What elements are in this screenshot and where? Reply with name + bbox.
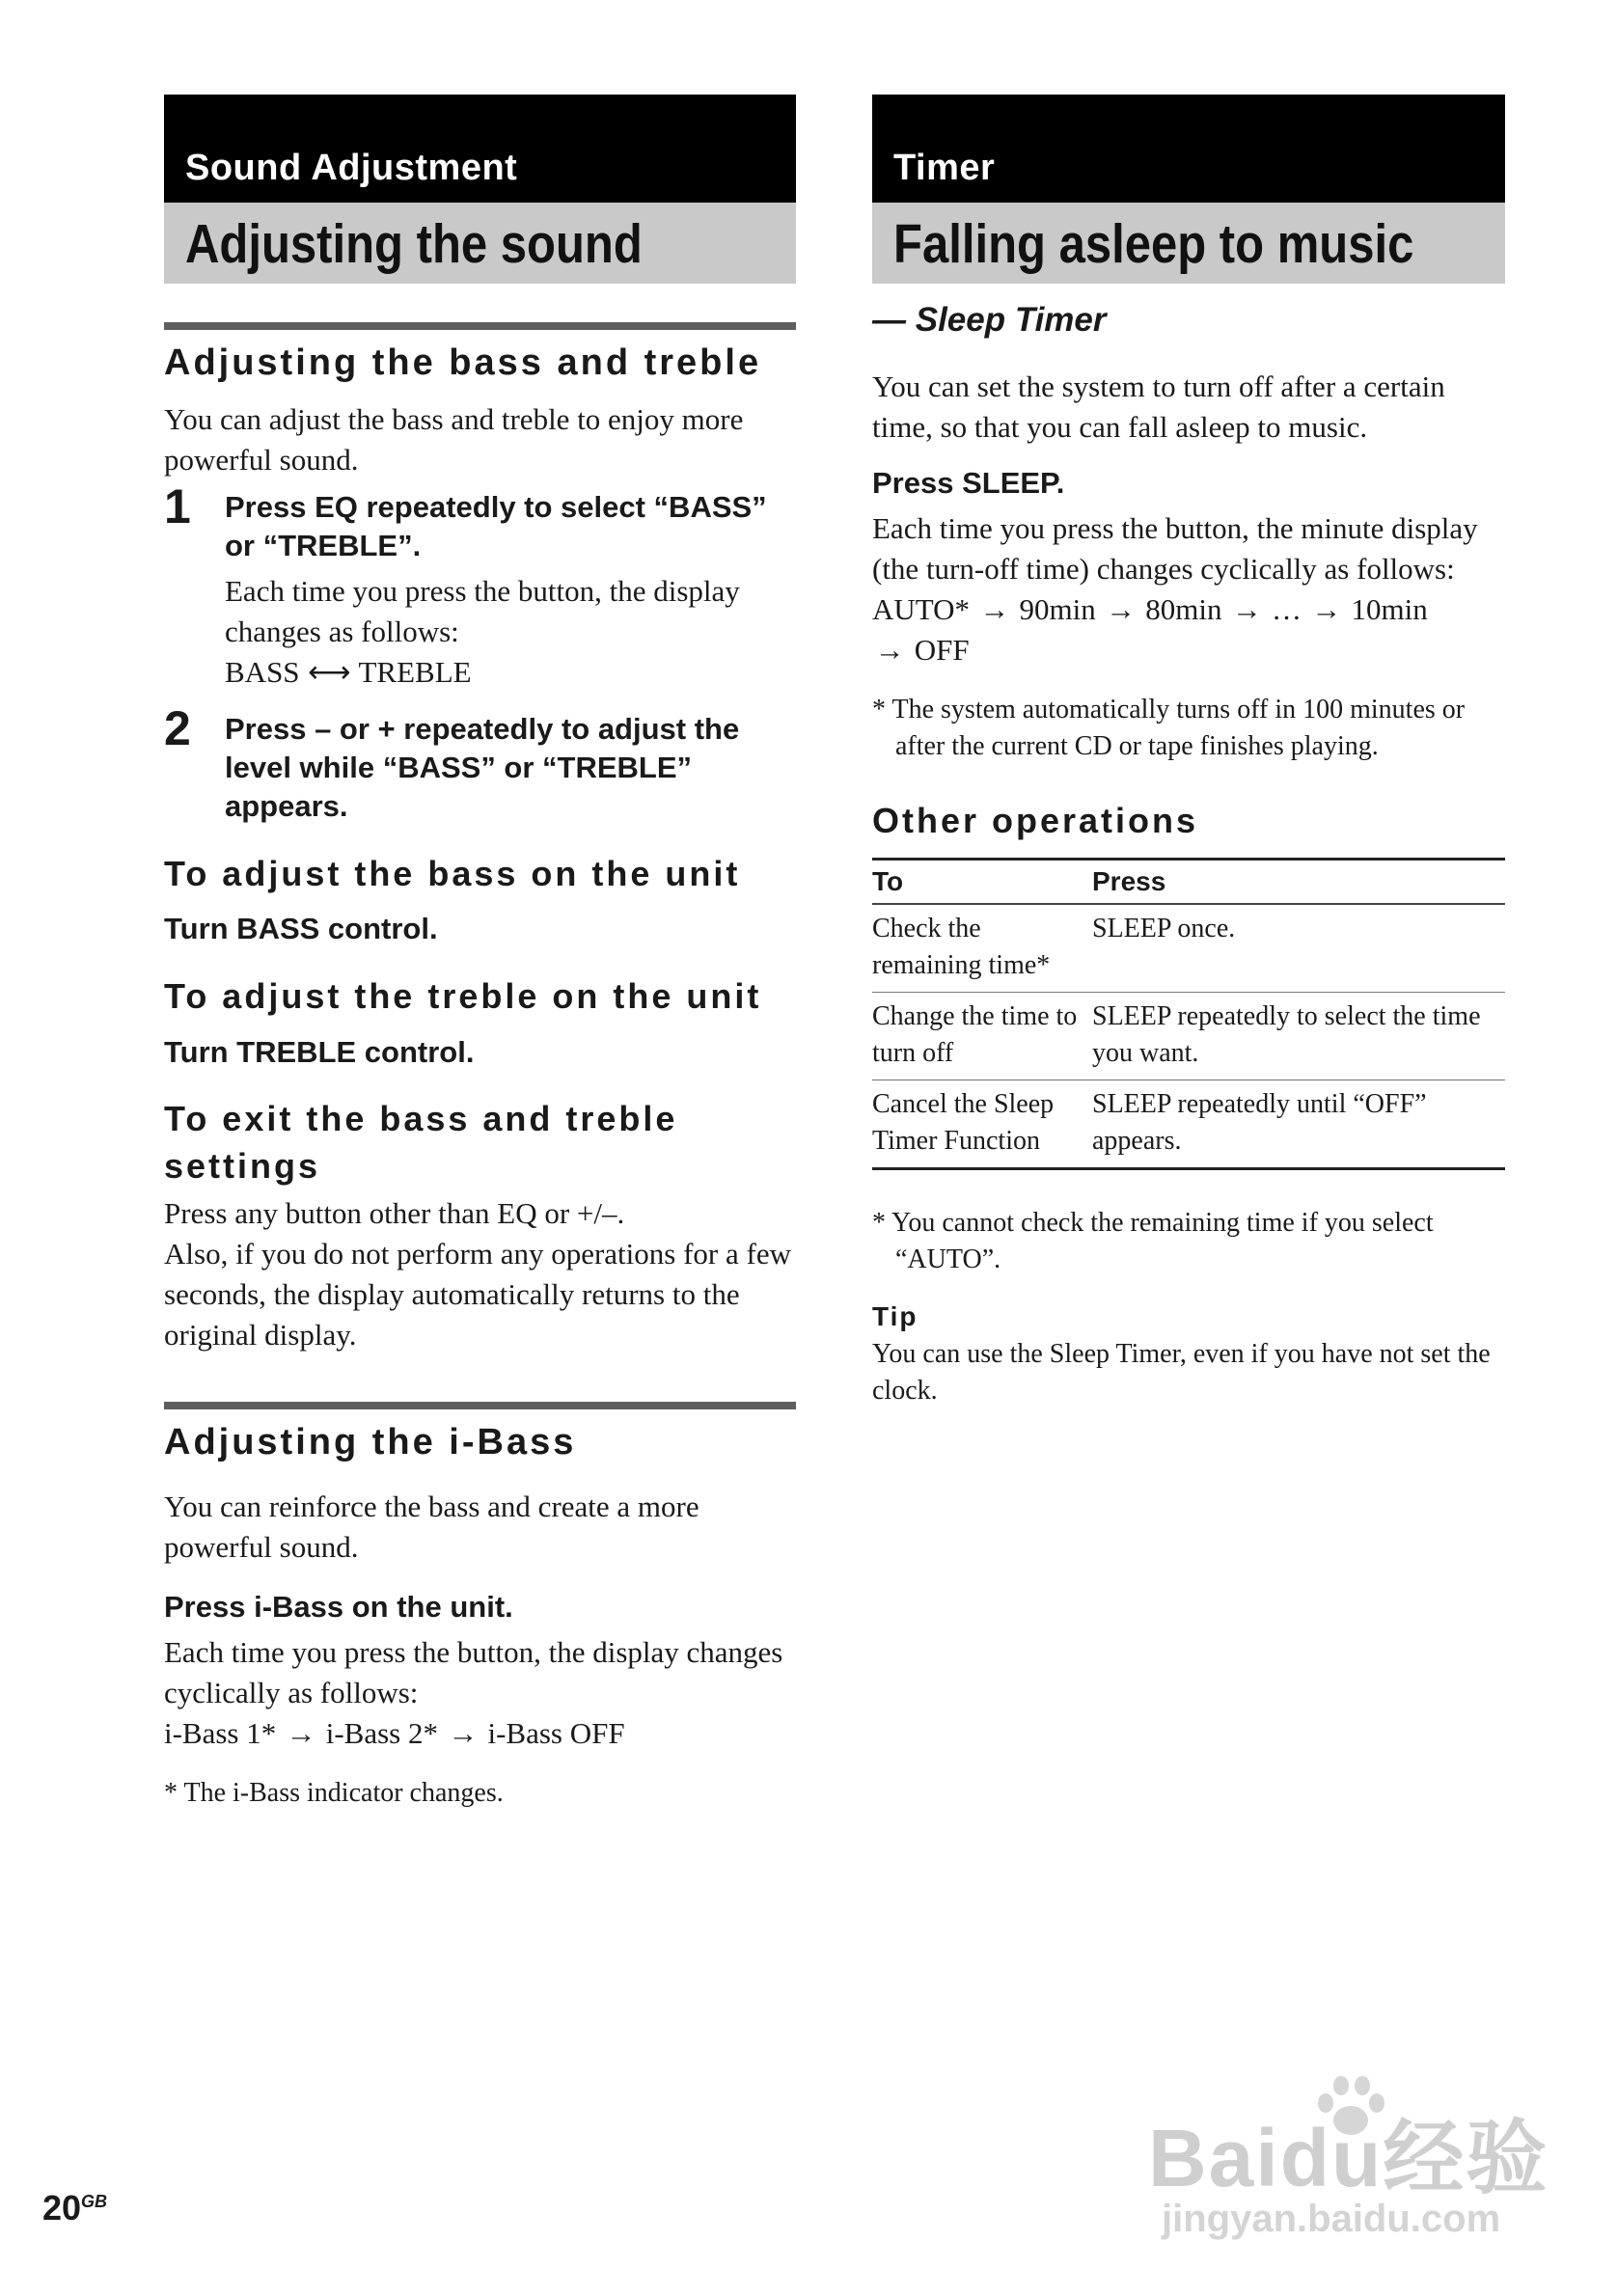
exit-line-1: Press any button other than EQ or +/–. xyxy=(164,1196,625,1231)
watermark-main: Baidu经验 xyxy=(1148,2113,1549,2203)
operations-table xyxy=(872,858,1505,1170)
table-cell-press: SLEEP repeatedly to select the time you want. xyxy=(1092,993,1505,1080)
page-number xyxy=(42,2188,107,2228)
section-rule xyxy=(164,322,796,330)
column-header-to: To xyxy=(872,860,1092,905)
section-rule xyxy=(164,1402,796,1409)
ibass-body xyxy=(164,1632,796,1754)
table-footnote: * You cannot check the remaining time if you select “AUTO”. xyxy=(872,1208,1434,1275)
section-heading-ibass: Adjusting the i-Bass xyxy=(164,1422,577,1463)
timer-instruction: Press SLEEP. xyxy=(872,466,1065,500)
sequence-item: 10min xyxy=(1351,591,1428,626)
category-bar xyxy=(872,95,1505,203)
instruction-unit-bass: Turn BASS control. xyxy=(164,912,438,946)
column-header-press: Press xyxy=(1092,860,1505,905)
step-1 xyxy=(164,478,796,693)
sequence-item: … xyxy=(1272,591,1302,626)
category-label: Sound Adjustment xyxy=(185,148,518,188)
arrow-icon: → xyxy=(448,1715,479,1750)
timer-footnote: * The system automatically turns off in 100 minutes or after the current CD or tape finishes playing. xyxy=(872,694,1466,761)
timer-intro xyxy=(872,367,1505,448)
page-number-value: 20 xyxy=(42,2188,82,2228)
display-sequence xyxy=(225,652,796,693)
table-cell-to: Change the time to turn off xyxy=(872,993,1092,1080)
sequence-item: 90min xyxy=(1019,591,1096,626)
intro-text: You can adjust the bass and treble to enjoy more powerful sound. xyxy=(164,401,744,477)
sequence-item: TREBLE xyxy=(358,654,472,689)
ibass-intro xyxy=(164,1487,796,1568)
sequence-item: OFF xyxy=(914,632,970,667)
arrow-icon: → xyxy=(979,591,1010,626)
step-body xyxy=(225,571,796,693)
step-number: 2 xyxy=(164,700,191,755)
instruction-unit-treble: Turn TREBLE control. xyxy=(164,1034,475,1069)
category-label: Timer xyxy=(893,148,996,188)
table-cell-to: Check the remaining time* xyxy=(872,904,1092,993)
exit-line-2: Also, if you do not perform any operations for a few seconds, the display automatically returns to the original display. xyxy=(164,1237,791,1353)
subheading-unit-bass: To adjust the bass on the unit xyxy=(164,853,741,893)
sequence-item: 80min xyxy=(1145,591,1222,626)
arrow-icon: → xyxy=(1231,591,1262,626)
table-row xyxy=(872,904,1505,993)
section-heading-bass-treble: Adjusting the bass and treble xyxy=(164,342,762,383)
arrow-icon: → xyxy=(874,632,905,667)
ibass-body-text: Each time you press the button, the display changes cyclically as follows: xyxy=(164,1634,783,1709)
sequence-item: AUTO* xyxy=(872,591,971,626)
arrow-icon: → xyxy=(1311,591,1342,626)
step-title: Press EQ repeatedly to select “BASS” or “TREBLE”. xyxy=(225,489,767,562)
table-cell-to: Cancel the Sleep Timer Function xyxy=(872,1080,1092,1169)
section-intro xyxy=(164,399,796,480)
ibass-footnote: * The i-Bass indicator changes. xyxy=(164,1777,504,1808)
table-cell-press: SLEEP repeatedly until “OFF” appears. xyxy=(1092,1080,1505,1169)
timer-body-text: Each time you press the button, the minute display (the turn-off time) changes cyclically as follows: xyxy=(872,510,1478,586)
title-bar xyxy=(164,203,796,284)
table-header-row xyxy=(872,860,1505,905)
category-bar xyxy=(164,95,796,203)
watermark-url: jingyan.baidu.com xyxy=(1162,2198,1501,2240)
timer-intro-text: You can set the system to turn off after a certain time, so that you can fall asleep to music. xyxy=(872,369,1445,444)
sequence-item: i-Bass OFF xyxy=(487,1715,625,1750)
page-subtitle: — Sleep Timer xyxy=(872,301,1107,339)
tip-heading: Tip xyxy=(872,1301,918,1332)
baidu-watermark xyxy=(1148,2074,1553,2248)
step-title: Press – or + repeatedly to adjust the level while “BASS” or “TREBLE” appears. xyxy=(225,711,740,823)
double-arrow-icon: ⟷ xyxy=(308,654,351,689)
left-column xyxy=(164,95,796,1812)
timer-body xyxy=(872,508,1505,670)
page-title: Falling asleep to music xyxy=(893,213,1414,275)
right-column xyxy=(872,95,1505,1409)
table-cell-press: SLEEP once. xyxy=(1092,904,1505,993)
step-number: 1 xyxy=(164,478,191,533)
ibass-intro-text: You can reinforce the bass and create a more powerful sound. xyxy=(164,1490,699,1565)
subheading-exit: To exit the bass and treble settings xyxy=(164,1099,678,1186)
sequence-item: i-Bass 1* xyxy=(164,1715,277,1750)
page-title: Adjusting the sound xyxy=(185,213,643,275)
timer-sequence xyxy=(872,589,1505,670)
ibass-sequence xyxy=(164,1713,796,1754)
step-body-text: Each time you press the button, the display changes as follows: xyxy=(225,573,740,648)
arrow-icon: → xyxy=(1106,591,1137,626)
title-bar xyxy=(872,203,1505,284)
step-2 xyxy=(164,700,796,826)
tip-body: You can use the Sleep Timer, even if you have not set the clock. xyxy=(872,1339,1491,1407)
subheading-other-operations: Other operations xyxy=(872,800,1199,840)
exit-text xyxy=(164,1193,796,1355)
table-row xyxy=(872,993,1505,1080)
subheading-unit-treble: To adjust the treble on the unit xyxy=(164,975,762,1016)
table-row xyxy=(872,1080,1505,1169)
sequence-item: i-Bass 2* xyxy=(325,1715,438,1750)
sequence-item: BASS xyxy=(225,654,300,689)
ibass-instruction: Press i-Bass on the unit. xyxy=(164,1590,513,1625)
arrow-icon: → xyxy=(286,1715,316,1750)
page-region: GB xyxy=(81,2192,108,2211)
